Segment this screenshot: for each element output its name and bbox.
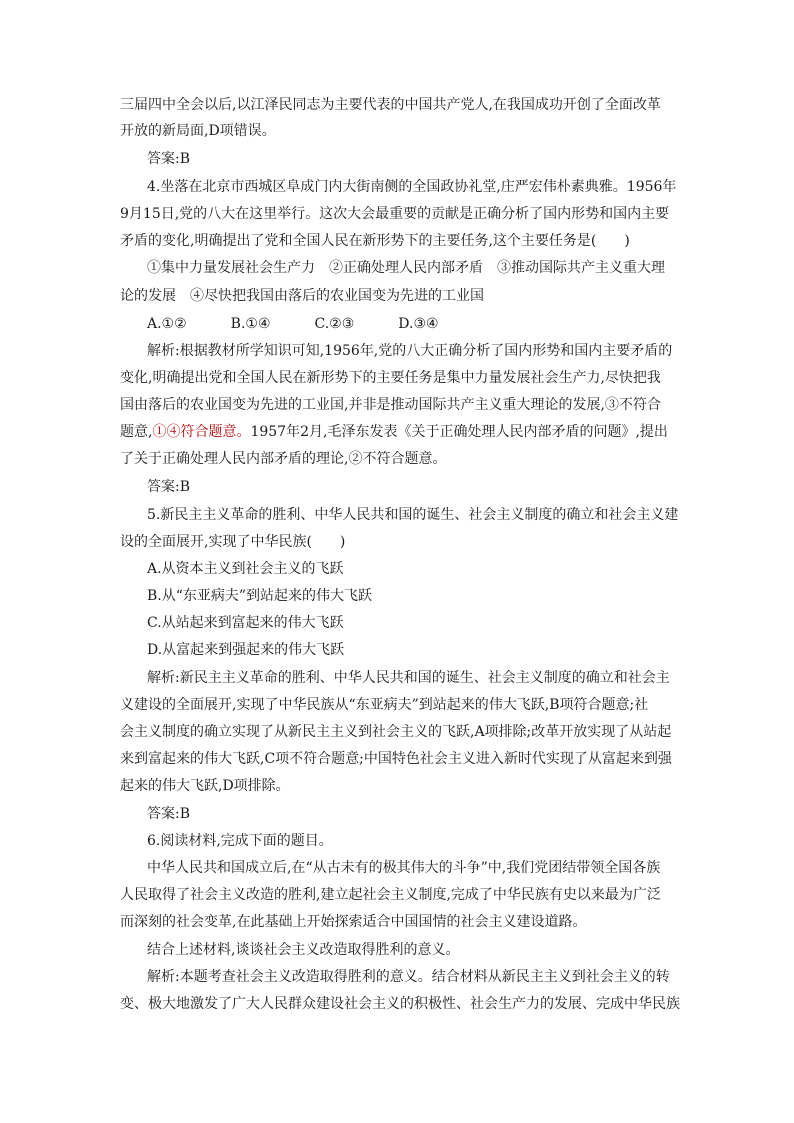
question-4-options — [147, 315, 680, 333]
question-4-stem: 4.坐落在北京市西城区阜成门内大街南侧的全国政协礼堂,庄严宏伟朴素典雅。1956年 — [147, 179, 677, 195]
analysis-line: 解析:新民主主义革命的胜利、中华人民共和国的诞生、社会主义制度的确立和社会主 — [147, 670, 670, 686]
text-line: 而深刻的社会变革,在此基础上开始探索适合中国国情的社会主义建设道路。 — [120, 914, 587, 930]
option-a: A.从资本主义到社会主义的飞跃 — [147, 561, 344, 577]
answer-line: 答案:B — [147, 479, 191, 495]
text-line: 开放的新局面,D项错误。 — [120, 123, 276, 139]
option-d: D.③④ — [398, 316, 439, 332]
text-line: 设的全面展开,实现了中华民族( ) — [120, 534, 346, 550]
analysis-line: 解析:根据教材所学知识可知,1956年,党的八大正确分析了国内形势和国内主要矛盾的 — [147, 343, 673, 359]
text-line: 了关于正确处理人民内部矛盾的理论,②不符合题意。 — [120, 451, 447, 467]
option-c: C.②③ — [314, 316, 355, 332]
text-line: 义建设的全面展开,实现了中华民族从“东亚病夫”到站起来的伟大飞跃,B项符合题意;社 — [120, 697, 649, 713]
text-line: 变、极大地激发了广大人民群众建设社会主义的积极性、社会生产力的发展、完成中华民族 — [120, 996, 680, 1012]
text-line: 国由落后的农业国变为先进的工业国,并非是推动国际共产主义重大理论的发展,③不符合 — [120, 397, 661, 413]
material-line: 中华人民共和国成立后,在“从古未有的极其伟大的斗争”中,我们党团结带领全国各族 — [147, 860, 661, 876]
text-line: 会主义制度的确立实现了从新民主主义到社会主义的飞跃,A项排除;改革开放实现了从站起 — [120, 724, 672, 740]
answer-line: 答案:B — [147, 151, 191, 167]
analysis-line: 解析:本题考查社会主义改造取得胜利的意义。结合材料从新民主主义到社会主义的转 — [147, 969, 670, 985]
answer-line: 答案:B — [147, 806, 191, 822]
option-d: D.从富起来到强起来的伟大飞跃 — [147, 642, 345, 658]
option-b: B.①④ — [230, 316, 271, 332]
option-b: B.从“东亚病夫”到站起来的伟大飞跃 — [147, 588, 373, 604]
text-line: 变化,明确提出党和全国人民在新形势下的主要任务是集中力量发展社会生产力,尽快把我 — [120, 370, 661, 386]
option-a: A.①② — [147, 316, 187, 332]
question-6-stem: 6.阅读材料,完成下面的题目。 — [147, 833, 333, 849]
text-line: 来到富起来的伟大飞跃,C项不符合题意;中国特色社会主义进入新时代实现了从富起来到强 — [120, 751, 672, 767]
option-c: C.从站起来到富起来的伟大飞跃 — [147, 615, 344, 631]
text-line: 论的发展 ④尽快把我国由落后的农业国变为先进的工业国 — [120, 288, 484, 304]
text-line: 题意,①④符合题意。1957年2月,毛泽东发表《关于正确处理人民内部矛盾的问题》,提出 — [120, 424, 668, 440]
text-line: 三届四中全会以后,以江泽民同志为主要代表的中国共产党人,在我国成功开创了全面改革 — [120, 97, 661, 113]
question-4-statements: ①集中力量发展社会生产力 ②正确处理人民内部矛盾 ③推动国际共产主义重大理 — [147, 260, 665, 276]
text-line: 人民取得了社会主义改造的胜利,建立起社会主义制度,完成了中华民族有史以来最为广泛 — [120, 887, 661, 903]
text-line: 9月15日,党的八大在这里举行。这次大会最重要的贡献是正确分析了国内形势和国内主要 — [120, 206, 670, 222]
text-line: 矛盾的变化,明确提出了党和全国人民在新形势下的主要任务,这个主要任务是( ) — [120, 233, 630, 249]
text-line: 起来的伟大飞跃,D项排除。 — [120, 778, 290, 794]
question-5-stem: 5.新民主主义革命的胜利、中华人民共和国的诞生、社会主义制度的确立和社会主义建 — [147, 507, 679, 523]
question-6-prompt: 结合上述材料,谈谈社会主义改造取得胜利的意义。 — [147, 942, 460, 958]
